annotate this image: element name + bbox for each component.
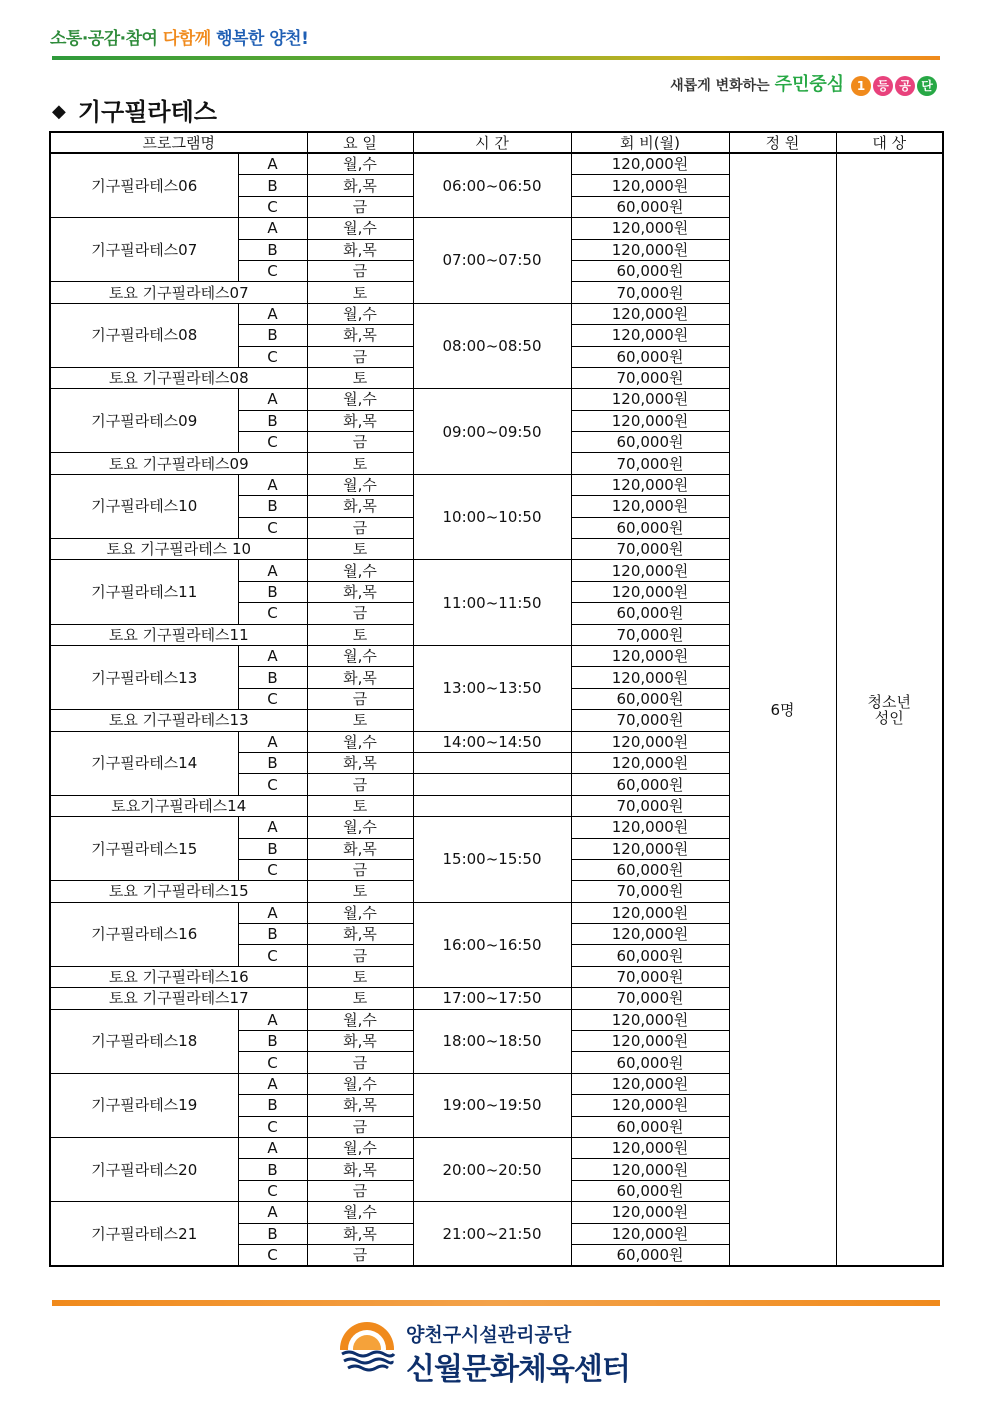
program-name: 기구필라테스19	[50, 1073, 238, 1137]
fee-cell: 120,000원	[571, 175, 729, 196]
fee-cell: 120,000원	[571, 581, 729, 602]
fee-cell: 120,000원	[571, 838, 729, 859]
class-letter: C	[238, 774, 307, 795]
time-cell: 17:00~17:50	[413, 988, 571, 1009]
sun-wave-logo-icon	[338, 1320, 396, 1378]
class-letter: A	[238, 902, 307, 923]
fee-cell: 120,000원	[571, 474, 729, 495]
fee-cell: 70,000원	[571, 367, 729, 388]
class-letter: A	[238, 389, 307, 410]
time-cell-empty	[413, 752, 571, 773]
day-cell: 금	[307, 945, 413, 966]
right-slogan-prefix: 새롭게 변화하는	[670, 78, 770, 94]
day-cell: 화,목	[307, 667, 413, 688]
fee-cell: 70,000원	[571, 539, 729, 560]
program-name: 기구필라테스21	[50, 1202, 238, 1267]
fee-cell: 60,000원	[571, 774, 729, 795]
time-cell: 08:00~08:50	[413, 303, 571, 389]
fee-cell: 70,000원	[571, 795, 729, 816]
saturday-program-name: 토요 기구필라테스17	[50, 988, 307, 1009]
fee-cell: 70,000원	[571, 624, 729, 645]
saturday-program-name: 토요 기구필라테스13	[50, 710, 307, 731]
day-cell: 금	[307, 517, 413, 538]
badge-2: 등	[873, 76, 893, 96]
target-cell	[836, 153, 943, 1266]
header-program: 프로그램명	[50, 132, 307, 153]
day-cell: 금	[307, 1052, 413, 1073]
footer-center-name: 신월문화체육센터	[406, 1352, 630, 1387]
badge-4: 단	[917, 76, 937, 96]
day-cell: 금	[307, 432, 413, 453]
time-cell: 19:00~19:50	[413, 1073, 571, 1137]
day-cell: 금	[307, 1116, 413, 1137]
class-letter: C	[238, 1244, 307, 1266]
slogan-part2: 다함께	[162, 29, 211, 49]
fee-cell: 60,000원	[571, 688, 729, 709]
fee-cell: 70,000원	[571, 282, 729, 303]
class-letter: C	[238, 517, 307, 538]
time-cell: 18:00~18:50	[413, 1009, 571, 1073]
fee-cell: 120,000원	[571, 325, 729, 346]
day-cell: 금	[307, 1180, 413, 1201]
header-capacity: 정 원	[729, 132, 836, 153]
class-letter: B	[238, 325, 307, 346]
header-divider	[52, 56, 940, 60]
header-target: 대 상	[836, 132, 943, 153]
fee-cell: 70,000원	[571, 988, 729, 1009]
schedule-body	[50, 153, 943, 1266]
fee-cell: 120,000원	[571, 1031, 729, 1052]
class-letter: A	[238, 1202, 307, 1223]
day-cell: 월,수	[307, 731, 413, 752]
saturday-program-name: 토요 기구필라테스07	[50, 282, 307, 303]
class-letter: C	[238, 432, 307, 453]
fee-cell: 120,000원	[571, 1137, 729, 1158]
time-cell: 15:00~15:50	[413, 817, 571, 903]
target-line1: 청소년	[867, 692, 911, 711]
program-name: 기구필라테스20	[50, 1137, 238, 1201]
day-cell: 월,수	[307, 902, 413, 923]
day-cell: 토	[307, 367, 413, 388]
fee-cell: 120,000원	[571, 1095, 729, 1116]
schedule-table	[49, 131, 944, 1267]
diamond-icon: ◆	[52, 101, 66, 122]
day-cell: 토	[307, 710, 413, 731]
class-letter: B	[238, 1159, 307, 1180]
day-cell: 월,수	[307, 474, 413, 495]
fee-cell: 60,000원	[571, 603, 729, 624]
day-cell: 화,목	[307, 1159, 413, 1180]
program-name: 기구필라테스09	[50, 389, 238, 453]
day-cell: 화,목	[307, 410, 413, 431]
fee-cell: 120,000원	[571, 303, 729, 324]
day-cell: 월,수	[307, 303, 413, 324]
header-time: 시 간	[413, 132, 571, 153]
header-day: 요 일	[307, 132, 413, 153]
day-cell: 토	[307, 453, 413, 474]
header-fee: 회 비(월)	[571, 132, 729, 153]
class-letter: B	[238, 838, 307, 859]
right-slogan-main: 주민중심	[774, 74, 845, 95]
class-letter: A	[238, 1137, 307, 1158]
fee-cell: 60,000원	[571, 196, 729, 217]
class-letter: A	[238, 731, 307, 752]
saturday-program-name: 토요 기구필라테스09	[50, 453, 307, 474]
day-cell: 화,목	[307, 1095, 413, 1116]
day-cell: 금	[307, 260, 413, 281]
day-cell: 토	[307, 881, 413, 902]
class-letter: B	[238, 1095, 307, 1116]
program-name: 기구필라테스08	[50, 303, 238, 367]
saturday-program-name: 토요기구필라테스14	[50, 795, 307, 816]
class-letter: A	[238, 1073, 307, 1094]
badge-3: 공	[895, 76, 915, 96]
day-cell: 금	[307, 1244, 413, 1266]
fee-cell: 60,000원	[571, 346, 729, 367]
day-cell: 화,목	[307, 924, 413, 945]
fee-cell: 120,000원	[571, 1223, 729, 1244]
program-name: 기구필라테스16	[50, 902, 238, 966]
day-cell: 금	[307, 196, 413, 217]
day-cell: 화,목	[307, 496, 413, 517]
class-letter: C	[238, 1116, 307, 1137]
day-cell: 월,수	[307, 389, 413, 410]
class-letter: B	[238, 924, 307, 945]
program-name: 기구필라테스11	[50, 560, 238, 624]
fee-cell: 70,000원	[571, 881, 729, 902]
saturday-program-name: 토요 기구필라테스15	[50, 881, 307, 902]
fee-cell: 60,000원	[571, 1244, 729, 1266]
day-cell: 월,수	[307, 1009, 413, 1030]
fee-cell: 120,000원	[571, 1073, 729, 1094]
fee-cell: 120,000원	[571, 731, 729, 752]
class-letter: A	[238, 560, 307, 581]
time-cell: 07:00~07:50	[413, 218, 571, 304]
fee-cell: 120,000원	[571, 817, 729, 838]
fee-cell: 60,000원	[571, 1116, 729, 1137]
class-letter: C	[238, 1052, 307, 1073]
class-letter: A	[238, 218, 307, 239]
day-cell: 토	[307, 539, 413, 560]
day-cell: 화,목	[307, 581, 413, 602]
fee-cell: 120,000원	[571, 410, 729, 431]
time-cell-empty	[413, 795, 571, 816]
time-cell: 13:00~13:50	[413, 645, 571, 731]
class-letter: B	[238, 239, 307, 260]
time-cell: 09:00~09:50	[413, 389, 571, 475]
class-letter: A	[238, 474, 307, 495]
table-header-row	[50, 132, 943, 153]
saturday-program-name: 토요 기구필라테스08	[50, 367, 307, 388]
time-cell: 14:00~14:50	[413, 731, 571, 752]
class-letter: B	[238, 175, 307, 196]
header-slogan	[50, 24, 308, 49]
saturday-program-name: 토요 기구필라테스11	[50, 624, 307, 645]
class-letter: C	[238, 196, 307, 217]
header-right-slogan	[670, 70, 937, 96]
target-line2: 성인	[874, 708, 904, 727]
class-letter: C	[238, 945, 307, 966]
day-cell: 월,수	[307, 1202, 413, 1223]
class-letter: A	[238, 1009, 307, 1030]
program-name: 기구필라테스15	[50, 817, 238, 881]
time-cell: 20:00~20:50	[413, 1137, 571, 1201]
slogan-part1: 소통·공감·참여	[50, 29, 158, 49]
fee-cell: 120,000원	[571, 645, 729, 666]
fee-cell: 70,000원	[571, 966, 729, 987]
day-cell: 화,목	[307, 1223, 413, 1244]
fee-cell: 120,000원	[571, 1202, 729, 1223]
time-cell: 21:00~21:50	[413, 1202, 571, 1267]
fee-cell: 60,000원	[571, 1180, 729, 1201]
day-cell: 화,목	[307, 239, 413, 260]
fee-cell: 120,000원	[571, 1159, 729, 1180]
day-cell: 금	[307, 859, 413, 880]
class-letter: C	[238, 688, 307, 709]
badge-1: 1	[851, 76, 871, 96]
slogan-part3: 행복한 양천!	[216, 29, 309, 49]
fee-cell: 60,000원	[571, 432, 729, 453]
day-cell: 금	[307, 346, 413, 367]
fee-cell: 60,000원	[571, 260, 729, 281]
program-name: 기구필라테스06	[50, 153, 238, 218]
fee-cell: 120,000원	[571, 1009, 729, 1030]
saturday-program-name: 토요 기구필라테스 10	[50, 539, 307, 560]
fee-cell: 120,000원	[571, 667, 729, 688]
fee-cell: 120,000원	[571, 496, 729, 517]
class-letter: B	[238, 752, 307, 773]
time-cell-empty	[413, 774, 571, 795]
class-letter: A	[238, 645, 307, 666]
day-cell: 화,목	[307, 325, 413, 346]
class-letter: C	[238, 859, 307, 880]
class-letter: B	[238, 496, 307, 517]
class-letter: B	[238, 410, 307, 431]
fee-cell: 60,000원	[571, 1052, 729, 1073]
program-name: 기구필라테스13	[50, 645, 238, 709]
day-cell: 토	[307, 795, 413, 816]
footer	[338, 1318, 658, 1387]
fee-cell: 60,000원	[571, 517, 729, 538]
page-title	[52, 92, 217, 127]
fee-cell: 120,000원	[571, 239, 729, 260]
time-cell: 16:00~16:50	[413, 902, 571, 988]
day-cell: 화,목	[307, 838, 413, 859]
page-title-text: 기구필라테스	[77, 98, 217, 126]
fee-cell: 120,000원	[571, 924, 729, 945]
day-cell: 토	[307, 966, 413, 987]
day-cell: 토	[307, 624, 413, 645]
fee-cell: 120,000원	[571, 902, 729, 923]
day-cell: 월,수	[307, 1073, 413, 1094]
day-cell: 화,목	[307, 175, 413, 196]
time-cell: 10:00~10:50	[413, 474, 571, 560]
fee-cell: 70,000원	[571, 453, 729, 474]
fee-cell: 120,000원	[571, 752, 729, 773]
fee-cell: 120,000원	[571, 560, 729, 581]
footer-org-name: 양천구시설관리공단	[406, 1324, 572, 1346]
program-name: 기구필라테스10	[50, 474, 238, 538]
program-name: 기구필라테스07	[50, 218, 238, 282]
day-cell: 월,수	[307, 218, 413, 239]
class-letter: A	[238, 153, 307, 175]
class-letter: A	[238, 817, 307, 838]
class-letter: B	[238, 581, 307, 602]
day-cell: 월,수	[307, 153, 413, 175]
program-name: 기구필라테스18	[50, 1009, 238, 1073]
fee-cell: 120,000원	[571, 218, 729, 239]
day-cell: 월,수	[307, 645, 413, 666]
class-letter: C	[238, 1180, 307, 1201]
day-cell: 토	[307, 282, 413, 303]
saturday-program-name: 토요 기구필라테스16	[50, 966, 307, 987]
class-letter: C	[238, 603, 307, 624]
time-cell: 06:00~06:50	[413, 153, 571, 218]
day-cell: 화,목	[307, 752, 413, 773]
class-letter: A	[238, 303, 307, 324]
fee-cell: 60,000원	[571, 945, 729, 966]
fee-cell: 60,000원	[571, 859, 729, 880]
fee-cell: 120,000원	[571, 153, 729, 175]
day-cell: 토	[307, 988, 413, 1009]
class-letter: B	[238, 1031, 307, 1052]
class-letter: C	[238, 260, 307, 281]
day-cell: 화,목	[307, 1031, 413, 1052]
footer-divider	[52, 1300, 940, 1306]
capacity-cell: 6명	[729, 153, 836, 1266]
fee-cell: 120,000원	[571, 389, 729, 410]
fee-cell: 70,000원	[571, 710, 729, 731]
class-letter: B	[238, 667, 307, 688]
class-letter: C	[238, 346, 307, 367]
table-row	[50, 153, 943, 175]
class-letter: B	[238, 1223, 307, 1244]
day-cell: 월,수	[307, 1137, 413, 1158]
day-cell: 금	[307, 688, 413, 709]
day-cell: 금	[307, 774, 413, 795]
program-name: 기구필라테스14	[50, 731, 238, 795]
time-cell: 11:00~11:50	[413, 560, 571, 646]
day-cell: 금	[307, 603, 413, 624]
day-cell: 월,수	[307, 817, 413, 838]
day-cell: 월,수	[307, 560, 413, 581]
